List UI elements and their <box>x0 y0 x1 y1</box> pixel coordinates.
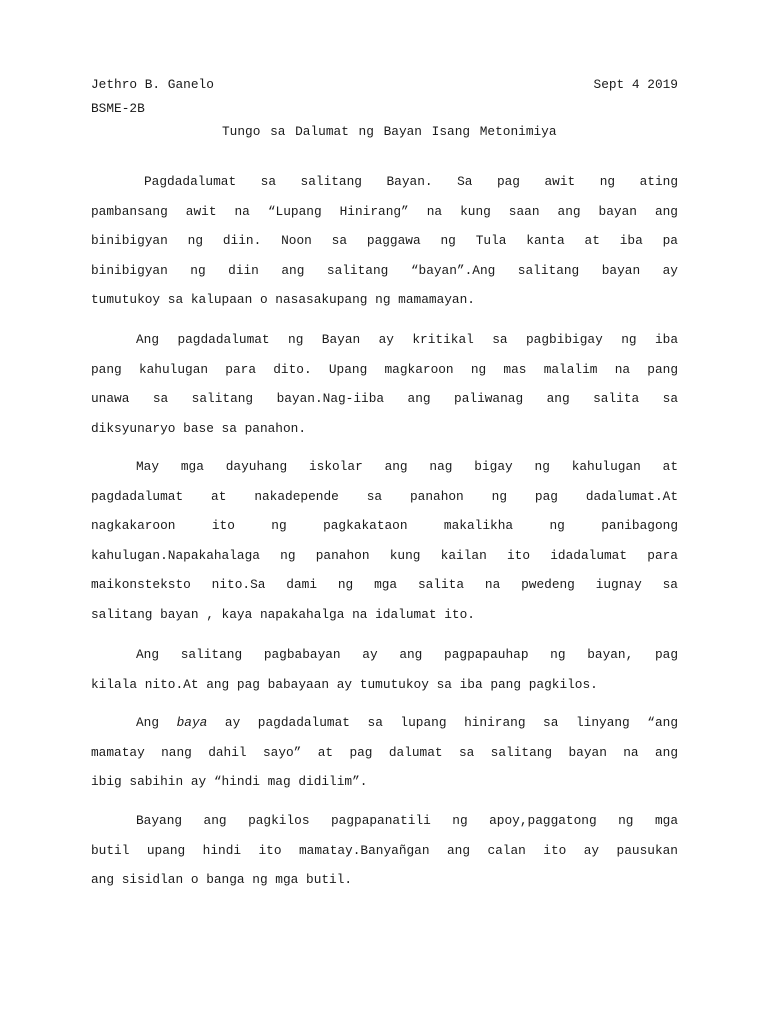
document-date: Sept 4 2019 <box>593 77 678 92</box>
paragraph-text: ay pagdadalumat sa lupang hinirang sa linyang “ang <box>207 715 679 730</box>
paragraph-line: Ang salitang pagbabayan ay ang pagpapauhap ng bayan, pag <box>136 647 678 662</box>
paragraph-line: maikonsteksto nito.Sa dami ng mga salita na pwedeng iugnay sa <box>91 577 678 592</box>
paragraph-line: pagdadalumat at nakadepende sa panahon ng pag dadalumat.At <box>91 488 678 504</box>
paragraph-4 <box>91 640 678 699</box>
paragraph-line: binibigyan ng diin. Noon sa paggawa ng Tula kanta at iba pa <box>91 233 678 248</box>
document-header <box>91 76 678 94</box>
paragraph-line: unawa sa salitang bayan.Nag-iiba ang paliwanag ang salita sa <box>91 391 678 406</box>
paragraph-1 <box>91 167 678 315</box>
paragraph-line: tumutukoy sa kalupaan o nasasakupang ng mamamayan. <box>91 292 475 307</box>
paragraph-line: salitang bayan , kaya napakahalga na idalumat ito. <box>91 606 475 622</box>
paragraph-line: mamatay nang dahil sayo” at pag dalumat sa salitang bayan na ang <box>91 744 678 760</box>
paragraph-line: Bayang ang pagkilos pagpapanatili ng apoy,paggatong ng mga <box>136 813 678 828</box>
paragraph-2 <box>91 325 678 443</box>
section-code: BSME-2B <box>91 101 145 116</box>
paragraph-line: Ang pagdadalumat ng Bayan ay kritikal sa pagbibigay ng iba <box>136 332 678 347</box>
paragraph-line: pang kahulugan para dito. Upang magkaroon ng mas malalim na pang <box>91 361 678 377</box>
paragraph-line: pambansang awit na “Lupang Hinirang” na kung saan ang bayan ang <box>91 203 678 219</box>
paragraph-line <box>91 708 678 738</box>
paragraph-line: ibig sabihin ay “hindi mag didilim”. <box>91 774 368 789</box>
paragraph-line: ang sisidlan o banga ng mga butil. <box>91 872 353 887</box>
paragraph-6 <box>91 806 678 895</box>
paragraph-text: Ang <box>136 715 177 730</box>
paragraph-line: Pagdadalumat sa salitang Bayan. Sa pag awit ng ating <box>144 174 678 189</box>
paragraph-3 <box>91 452 678 629</box>
paragraph-line: kahulugan.Napakahalaga ng panahon kung kailan ito idadalumat para <box>91 547 678 563</box>
paragraph-line: nagkakaroon ito ng pagkakataon makalikha ng panibagong <box>91 518 678 533</box>
italic-word: baya <box>176 715 208 730</box>
paragraph-line: diksyunaryo base sa panahon. <box>91 420 307 436</box>
paragraph-5 <box>91 708 678 797</box>
author-name: Jethro B. Ganelo <box>91 77 214 92</box>
document-title: Tungo sa Dalumat ng Bayan Isang Metonimiya <box>222 124 557 139</box>
paragraph-line: May mga dayuhang iskolar ang nag bigay ng kahulugan at <box>136 459 678 474</box>
paragraph-line: kilala nito.At ang pag babayaan ay tumutukoy sa iba pang pagkilos. <box>91 676 598 692</box>
paragraph-line: binibigyan ng diin ang salitang “bayan”.Ang salitang bayan ay <box>91 262 678 278</box>
paragraph-line: butil upang hindi ito mamatay.Banyañgan ang calan ito ay pausukan <box>91 842 678 858</box>
